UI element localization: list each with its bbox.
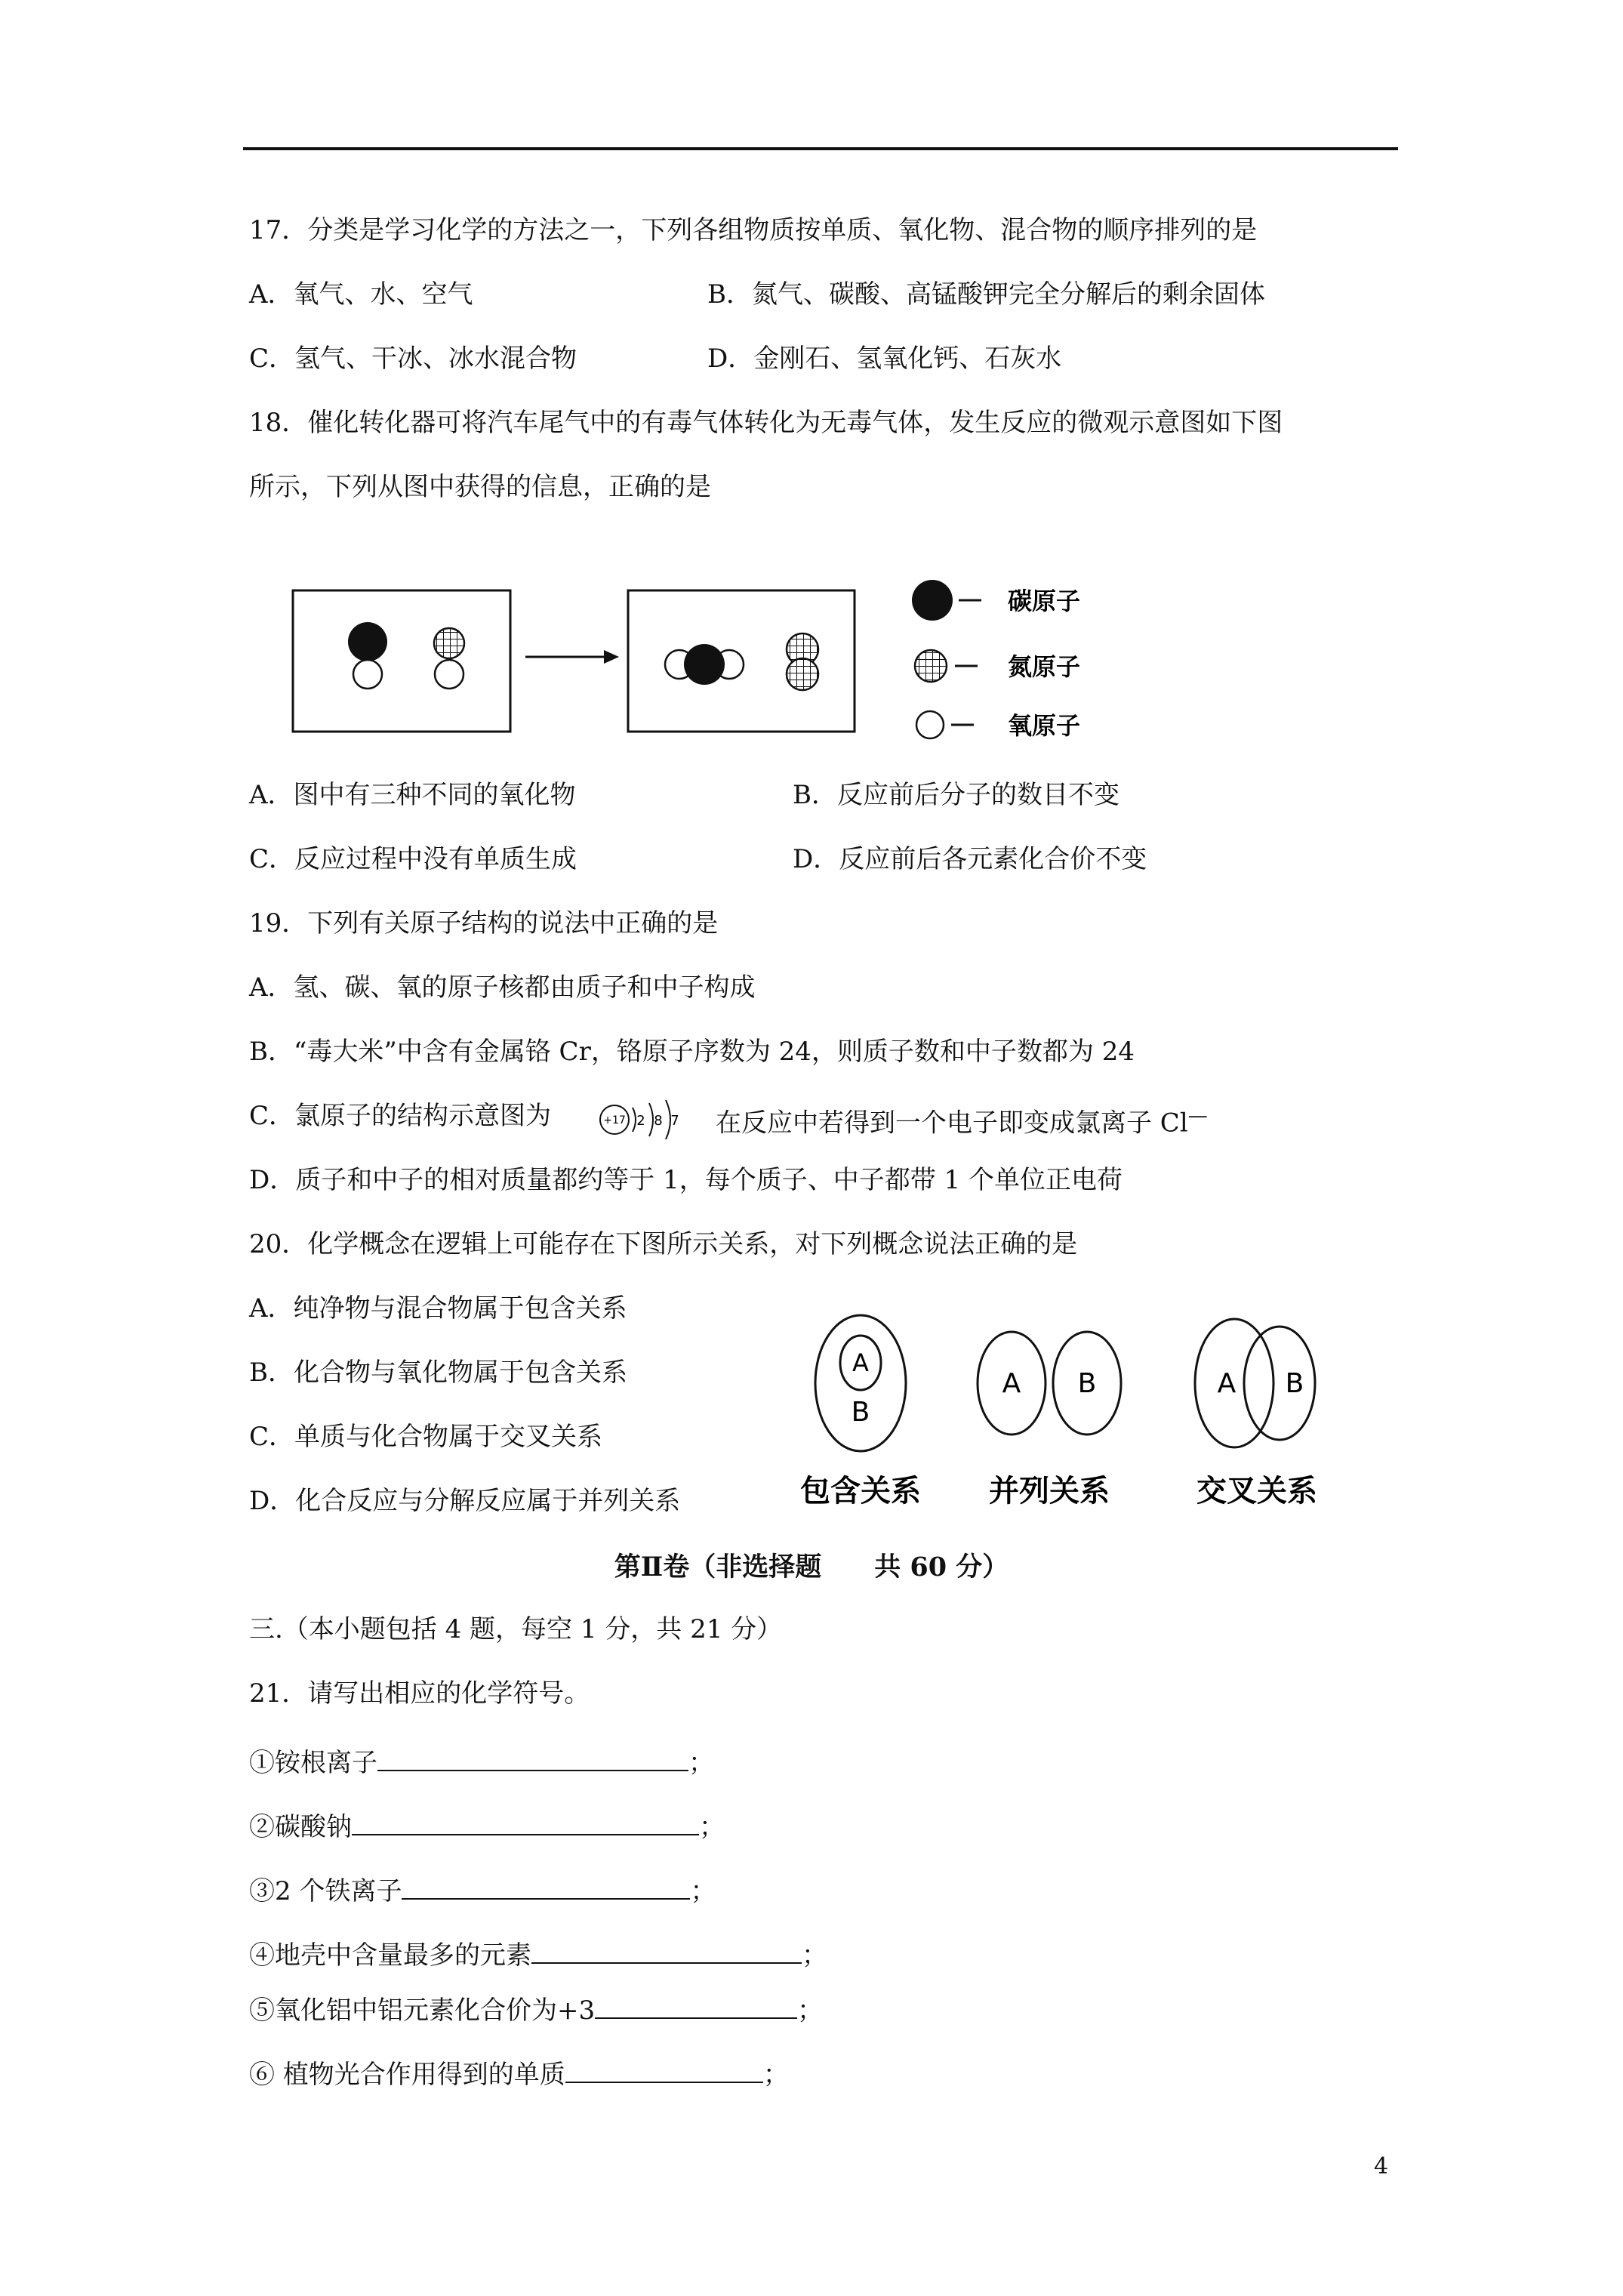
q19-option-d: D．质子和中子的相对质量都约等于 1，每个质子、中子都带 1 个单位正电荷 [249, 1165, 1123, 1195]
section-2-title: 第Ⅱ卷（非选择题 共 60 分） [614, 1552, 1009, 1583]
q21-item-3 [249, 1872, 716, 1909]
answer-blank[interactable] [352, 1808, 699, 1835]
q21-item-5 [249, 1992, 823, 2028]
semicolon: ； [802, 1940, 827, 1971]
parallel-label-b: B [1077, 1368, 1097, 1399]
q20-option-a: A．纯净物与混合物属于包含关系 [249, 1293, 627, 1324]
q19-option-a: A．氢、碳、氧的原子核都由质子和中子构成 [249, 972, 756, 1003]
q20-option-c: C．单质与化合物属于交叉关系 [249, 1422, 603, 1452]
legend-oxygen-label: 氧原子 [1008, 711, 1081, 740]
semicolon: ； [688, 1748, 714, 1778]
q20-stem: 20．化学概念在逻辑上可能存在下图所示关系，对下列概念说法正确的是 [249, 1229, 1078, 1259]
shell-arc [633, 1108, 636, 1132]
q18-option-d: D．反应前后各元素化合价不变 [793, 844, 1147, 874]
q19-stem: 19．下列有关原子结构的说法中正确的是 [249, 908, 719, 938]
legend-nitrogen-icon [915, 650, 947, 682]
page-number: 4 [1374, 2153, 1389, 2180]
shell-arc [666, 1100, 670, 1139]
nitrogen-atom [787, 658, 818, 690]
q21-item-5-label: ⑤氧化铝中铝元素化合价为+3 [249, 1996, 596, 2026]
parallel-label-a: A [1002, 1368, 1021, 1399]
reaction-diagram [287, 578, 1178, 747]
q21-item-2-label: ②碳酸钠 [249, 1812, 352, 1842]
semicolon: ； [797, 1996, 824, 2026]
answer-blank[interactable] [402, 1872, 690, 1900]
shell-electrons-3: 7 [670, 1113, 679, 1129]
reactant-box [293, 590, 510, 732]
q18-option-b: B．反应前后分子的数目不变 [793, 780, 1119, 810]
semicolon: ； [762, 2060, 789, 2090]
q17-stem: 17．分类是学习化学的方法之一，下列各组物质按单质、氧化物、混合物的顺序排列的是 [249, 215, 1258, 245]
q19-option-c-suffix [716, 1099, 1208, 1140]
q17-option-d: D．金刚石、氢氧化钙、石灰水 [707, 344, 1062, 374]
q21-item-6-label: ⑥ 植物光合作用得到的单质 [249, 2060, 565, 2090]
q17-option-a: A．氧气、水、空气 [249, 279, 473, 310]
shell-electrons-2: 8 [654, 1113, 663, 1129]
nitrogen-atom [434, 628, 464, 658]
shell-electrons-1: 2 [636, 1113, 645, 1129]
chlorine-atom-structure [596, 1097, 694, 1139]
q21-item-1-label: ①铵根离子 [249, 1748, 377, 1778]
oxygen-atom [435, 660, 463, 689]
q17-option-c: C．氢气、干冰、冰水混合物 [249, 344, 577, 374]
q21-item-4 [249, 1937, 827, 1973]
cross-label-b: B [1285, 1368, 1304, 1399]
shell-arc [649, 1103, 653, 1136]
q18-stem-line1: 18．催化转化器可将汽车尾气中的有毒气体转化为无毒气体，发生反应的微观示意图如下图 [249, 408, 1283, 438]
semicolon: ； [699, 1812, 725, 1842]
contain-label-a: A [852, 1348, 869, 1377]
q21-item-6 [249, 2056, 789, 2092]
contain-caption: 包含关系 [800, 1474, 921, 1509]
cross-caption: 交叉关系 [1196, 1474, 1317, 1509]
header-rule [243, 147, 1398, 150]
q19-option-c-text: 在反应中若得到一个电子即变成氯离子 Cl [716, 1108, 1188, 1139]
answer-blank[interactable] [377, 1744, 688, 1771]
oxygen-atom [353, 660, 382, 689]
q20-option-d: D．化合反应与分解反应属于并列关系 [249, 1486, 681, 1516]
carbon-atom [348, 622, 387, 661]
q21-item-3-label: ③2 个铁离子 [249, 1876, 402, 1906]
parallel-caption: 并列关系 [989, 1474, 1110, 1509]
legend-oxygen-icon [916, 711, 944, 738]
part-3-heading: 三.（本小题包括 4 题，每空 1 分，共 21 分） [249, 1614, 783, 1644]
q21-item-2 [249, 1808, 725, 1845]
q19-option-b: B．“毒大米”中含有金属铬 Cr，铬原子序数为 24，则质子数和中子数都为 24 [249, 1037, 1135, 1067]
q18-option-c: C．反应过程中没有单质生成 [249, 844, 577, 874]
q19-option-c-prefix: C．氯原子的结构示意图为 [249, 1101, 552, 1131]
answer-blank[interactable] [595, 1992, 797, 2019]
q21-item-1 [249, 1744, 714, 1780]
chloride-charge: — [1187, 1105, 1208, 1127]
contain-label-b: B [851, 1397, 870, 1428]
answer-blank[interactable] [531, 1937, 802, 1964]
cross-circle-b [1244, 1327, 1315, 1440]
cross-label-a: A [1217, 1368, 1236, 1399]
answer-blank[interactable] [565, 2056, 763, 2083]
arrow-head [604, 650, 619, 664]
legend-carbon-icon [912, 580, 953, 621]
legend-carbon-label: 碳原子 [1008, 587, 1081, 615]
semicolon: ； [690, 1876, 716, 1906]
q21-item-4-label: ④地壳中含量最多的元素 [249, 1940, 531, 1971]
concept-relation-diagram [793, 1299, 1336, 1518]
nucleus-charge: +17 [603, 1114, 626, 1126]
q20-option-b: B．化合物与氧化物属于包含关系 [249, 1358, 627, 1388]
q17-option-b: B．氮气、碳酸、高锰酸钾完全分解后的剩余固体 [707, 279, 1265, 310]
carbon-atom [684, 644, 725, 685]
q18-option-a: A．图中有三种不同的氧化物 [249, 780, 576, 810]
legend-nitrogen-label: 氮原子 [1008, 652, 1081, 681]
q18-stem-line2: 所示，下列从图中获得的信息，正确的是 [249, 472, 711, 502]
q21-stem: 21．请写出相应的化学符号。 [249, 1678, 590, 1709]
